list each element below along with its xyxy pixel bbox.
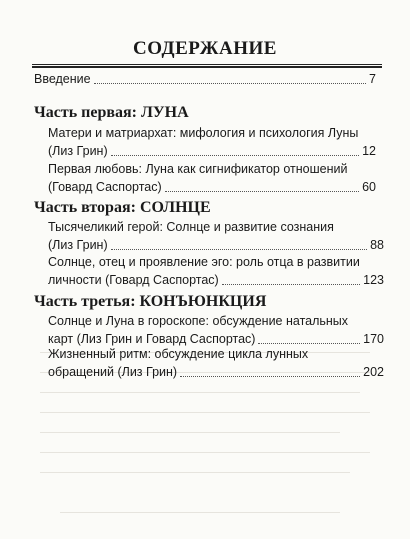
toc-entry[interactable] [48, 312, 384, 348]
leader-dots [180, 363, 360, 377]
toc-entry-title: Солнце и Луна в гороскопе: обсуждение натальных [48, 314, 349, 328]
toc-entry[interactable] [48, 218, 384, 254]
toc-page-number: 202 [363, 365, 384, 379]
leader-dots [111, 142, 359, 156]
toc-entry-author: (Говард Саспортас) [48, 180, 162, 194]
part-heading-1: Часть первая: ЛУНА [34, 104, 189, 121]
toc-page-number: 88 [370, 238, 384, 252]
leader-dots [258, 330, 360, 344]
toc-entry-title: Тысячеликий герой: Солнце и развитие сознания [48, 220, 334, 234]
toc-entry-author: обращений (Лиз Грин) [48, 365, 178, 379]
leader-dots [111, 236, 367, 250]
part-heading-3: Часть третья: КОНЪЮНКЦИЯ [34, 293, 267, 310]
toc-entry-title: Жизненный ритм: обсуждение цикла лунных [48, 347, 309, 361]
toc-entry-author: карт (Лиз Грин и Говард Саспортас) [48, 332, 256, 346]
toc-entry-author: (Лиз Грин) [48, 144, 108, 158]
show-through-line [40, 432, 340, 433]
toc-entry[interactable] [48, 124, 376, 160]
toc-entry[interactable] [48, 345, 384, 381]
toc-entry[interactable] [48, 160, 376, 196]
toc-entry-title: Первая любовь: Луна как сигнификатор отношений [48, 162, 348, 176]
toc-page-number: 7 [369, 72, 376, 86]
toc-page-number: 170 [363, 332, 384, 346]
leader-dots [94, 70, 366, 84]
toc-entry[interactable] [48, 253, 384, 289]
leader-dots [222, 271, 360, 285]
toc-page-number: 123 [363, 273, 384, 287]
show-through-line [40, 412, 370, 413]
show-through-line [40, 472, 350, 473]
toc-entry-title: Введение [34, 72, 91, 86]
heading-rule-thick [32, 66, 382, 68]
show-through-line [40, 392, 360, 393]
show-through-line [40, 452, 370, 453]
toc-entry-author: личности (Говард Саспортас) [48, 273, 219, 287]
toc-page-number: 12 [362, 144, 376, 158]
toc-page-number: 60 [362, 180, 376, 194]
part-heading-2: Часть вторая: СОЛНЦЕ [34, 199, 211, 216]
toc-entry-intro[interactable] [34, 70, 376, 88]
heading-rule-thin [32, 64, 382, 65]
toc-entry-title: Матери и матриархат: мифология и психология Луны [48, 126, 359, 140]
leader-dots [165, 178, 359, 192]
show-through-line [60, 512, 340, 513]
page-heading: СОДЕРЖАНИЕ [133, 38, 277, 59]
toc-entry-author: (Лиз Грин) [48, 238, 108, 252]
toc-entry-title: Солнце, отец и проявление эго: роль отца в развитии [48, 255, 360, 269]
